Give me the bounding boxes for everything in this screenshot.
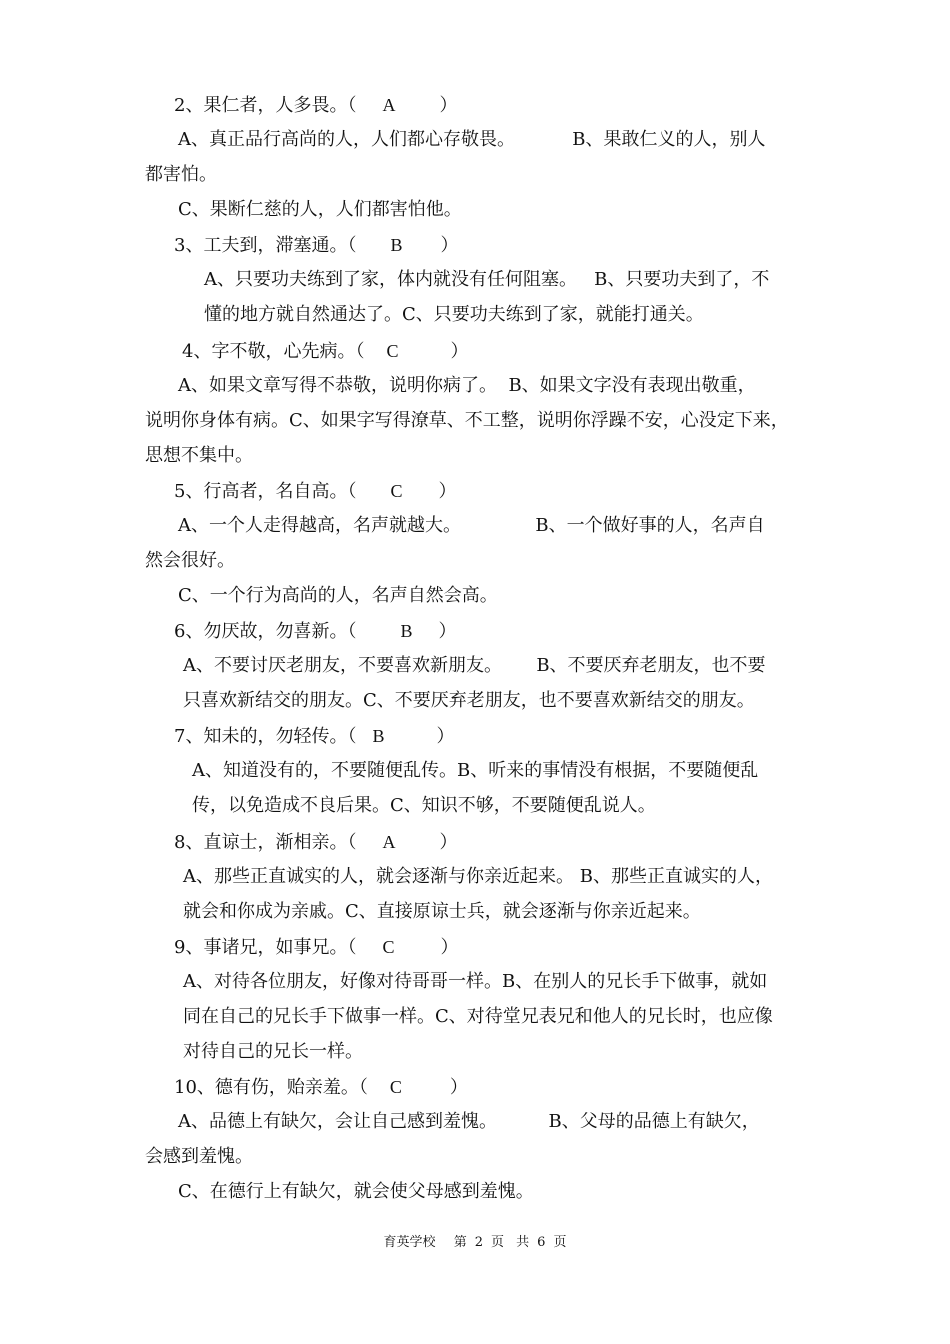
footer-page-mid: 页 [490,1235,504,1250]
question-stem: 2、果仁者，人多畏。（ A ） [174,95,458,116]
option-line: 只喜欢新结交的朋友。C、不要厌弃老朋友，也不要喜欢新结交的朋友。 [183,690,755,711]
option-line: 同在自己的兄长手下做事一样。C、对待堂兄表兄和他人的兄长时，也应像 [183,1006,773,1027]
answer-letter: A [382,832,396,852]
footer-total-pre: 共 [516,1235,530,1250]
question-stem: 5、行高者，名自高。（ C ） [174,481,457,502]
answer-letter: B [400,621,413,641]
option-line: 会感到羞愧。 [145,1146,253,1167]
answer-letter: B [390,235,403,255]
option-line: 思想不集中。 [145,445,253,466]
option-line: C、在德行上有缺欠，就会使父母感到羞愧。 [178,1181,534,1202]
footer-page-number: 2 [474,1235,483,1250]
option-line: A、只要功夫练到了家，体内就没有任何阻塞。 B、只要功夫到了，不 [204,269,770,290]
question-stem: 4、字不敬，心先病。（ C ） [182,341,469,362]
footer-total-post: 页 [553,1235,567,1250]
option-line: C、一个行为高尚的人，名声自然会高。 [178,585,498,606]
option-line: A、一个人走得越高，名声就越大。 B、一个做好事的人，名声自 [178,515,765,536]
option-line: A、品德上有缺欠，会让自己感到羞愧。 B、父母的品德上有缺欠， [178,1111,760,1132]
option-line: 说明你身体有病。C、如果字写得潦草、不工整，说明你浮躁不安，心没定下来， [145,410,789,431]
footer-page-pre: 第 [453,1235,467,1250]
option-line: 对待自己的兄长一样。 [183,1041,363,1062]
question-stem: 7、知未的，勿轻传。（ B ） [174,726,455,747]
option-line: 然会很好。 [145,550,235,571]
option-line: A、知道没有的，不要随便乱传。B、听来的事情没有根据，不要随便乱 [192,760,759,781]
option-line: 都害怕。 [145,164,217,185]
question-stem: 10、德有伤，贻亲羞。（ C ） [174,1077,468,1098]
footer-total-number: 6 [537,1235,546,1250]
answer-letter: C [386,341,399,361]
question-stem: 9、事诸兄，如事兄。（ C ） [174,937,459,958]
question-stem: 6、勿厌故，勿喜新。（ B ） [174,621,457,642]
option-line: A、如果文章写得不恭敬，说明你病了。 B、如果文字没有表现出敬重， [178,375,756,396]
option-line: A、那些正直诚实的人，就会逐渐与你亲近起来。 B、那些正直诚实的人， [183,866,773,887]
footer-school: 育英学校 [383,1235,436,1250]
option-line: 就会和你成为亲戚。C、直接原谅士兵，就会逐渐与你亲近起来。 [183,901,701,922]
option-line: 传，以免造成不良后果。C、知识不够，不要随便乱说人。 [192,795,656,816]
answer-letter: C [389,1077,402,1097]
answer-letter: C [390,481,403,501]
question-stem: 3、工夫到，滞塞通。（ B ） [174,235,459,256]
option-line: A、不要讨厌老朋友，不要喜欢新朋友。 B、不要厌弃老朋友，也不要 [183,655,766,676]
option-line: 懂的地方就自然通达了。C、只要功夫练到了家，就能打通关。 [204,304,704,325]
option-line: C、果断仁慈的人，人们都害怕他。 [178,199,462,220]
answer-letter: A [382,95,396,115]
option-line: A、真正品行高尚的人，人们都心存敬畏。 B、果敢仁义的人，别人 [178,129,766,150]
option-line: A、对待各位朋友，好像对待哥哥一样。B、在别人的兄长手下做事，就如 [183,971,768,992]
question-stem: 8、直谅士，渐相亲。（ A ） [174,832,458,853]
answer-letter: B [372,726,385,746]
page-footer [0,1234,950,1252]
answer-letter: C [382,937,395,957]
